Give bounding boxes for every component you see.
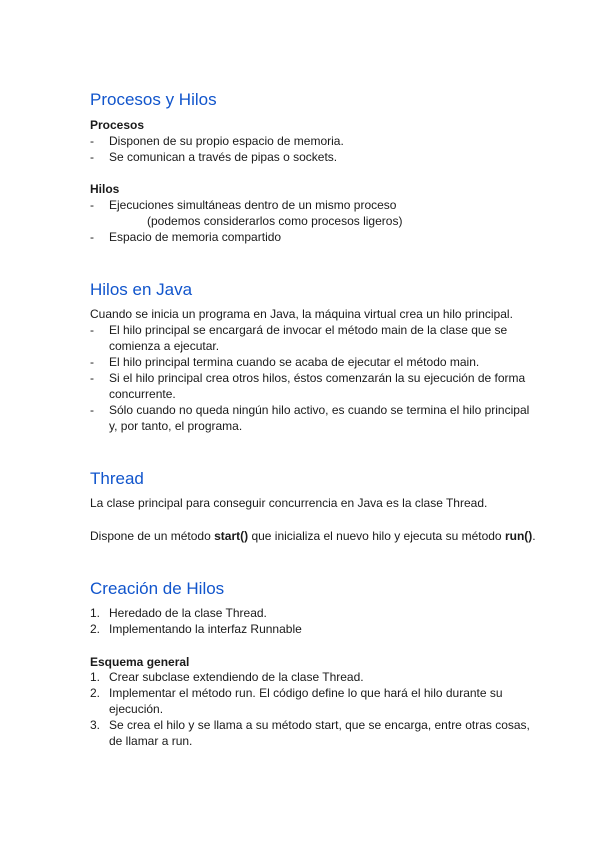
list-item: 1. Heredado de la clase Thread.	[90, 606, 267, 620]
heading-creacion-de-hilos: Creación de Hilos	[90, 579, 225, 598]
thread-paragraph-1: La clase principal para conseguir concurrencia en Java es la clase Thread.	[90, 496, 488, 510]
procesos-list	[90, 133, 550, 165]
list-item: - Se comunican a través de pipas o sockets.	[90, 150, 338, 164]
hilos-list	[90, 197, 550, 245]
heading-procesos-y-hilos: Procesos y Hilos	[90, 90, 217, 109]
list-item: 2. Implementando la interfaz Runnable	[90, 622, 302, 636]
creacion-list	[90, 605, 550, 637]
list-item: - Disponen de su propio espacio de memoria.	[90, 134, 344, 148]
list-item: - El hilo principal termina cuando se acaba de ejecutar el método main.	[90, 355, 480, 369]
list-item: 3. Se crea el hilo y se llama a su método start, que se encarga, entre otras cosas, de llamar a run.	[90, 718, 530, 748]
start-method: start()	[214, 529, 249, 543]
subheading-procesos: Procesos	[90, 118, 145, 132]
list-item: - Sólo cuando no queda ningún hilo activo, es cuando se termina el hilo principal y, por tanto, el programa.	[90, 403, 530, 433]
subheading-hilos: Hilos	[90, 182, 120, 196]
list-item: - Ejecuciones simultáneas dentro de un mismo proceso	[90, 198, 397, 212]
list-item-note: (podemos considerarlos como procesos ligeros)	[147, 214, 403, 228]
heading-hilos-en-java: Hilos en Java	[90, 280, 193, 299]
thread-paragraph-2: Dispone de un método start() que inicializa el nuevo hilo y ejecuta su método run().	[90, 529, 536, 543]
list-item: - Espacio de memoria compartido	[90, 230, 282, 244]
list-item: 1. Crear subclase extendiendo de la clase Thread.	[90, 670, 364, 684]
hilos-java-intro: Cuando se inicia un programa en Java, la máquina virtual crea un hilo principal.	[90, 307, 513, 321]
list-item: - El hilo principal se encargará de invocar el método main de la clase que se comienza a ejecutar.	[90, 323, 508, 353]
hilos-java-list	[90, 322, 550, 434]
esquema-list	[90, 669, 550, 749]
run-method: run()	[504, 529, 533, 543]
list-item: 2. Implementar el método run. El código define lo que hará el hilo durante su ejecución.	[90, 686, 503, 716]
list-item: - Si el hilo principal crea otros hilos, éstos comenzarán la su ejecución de forma concurrente.	[90, 371, 526, 401]
subheading-esquema-general: Esquema general	[90, 655, 190, 669]
heading-thread: Thread	[90, 469, 144, 488]
